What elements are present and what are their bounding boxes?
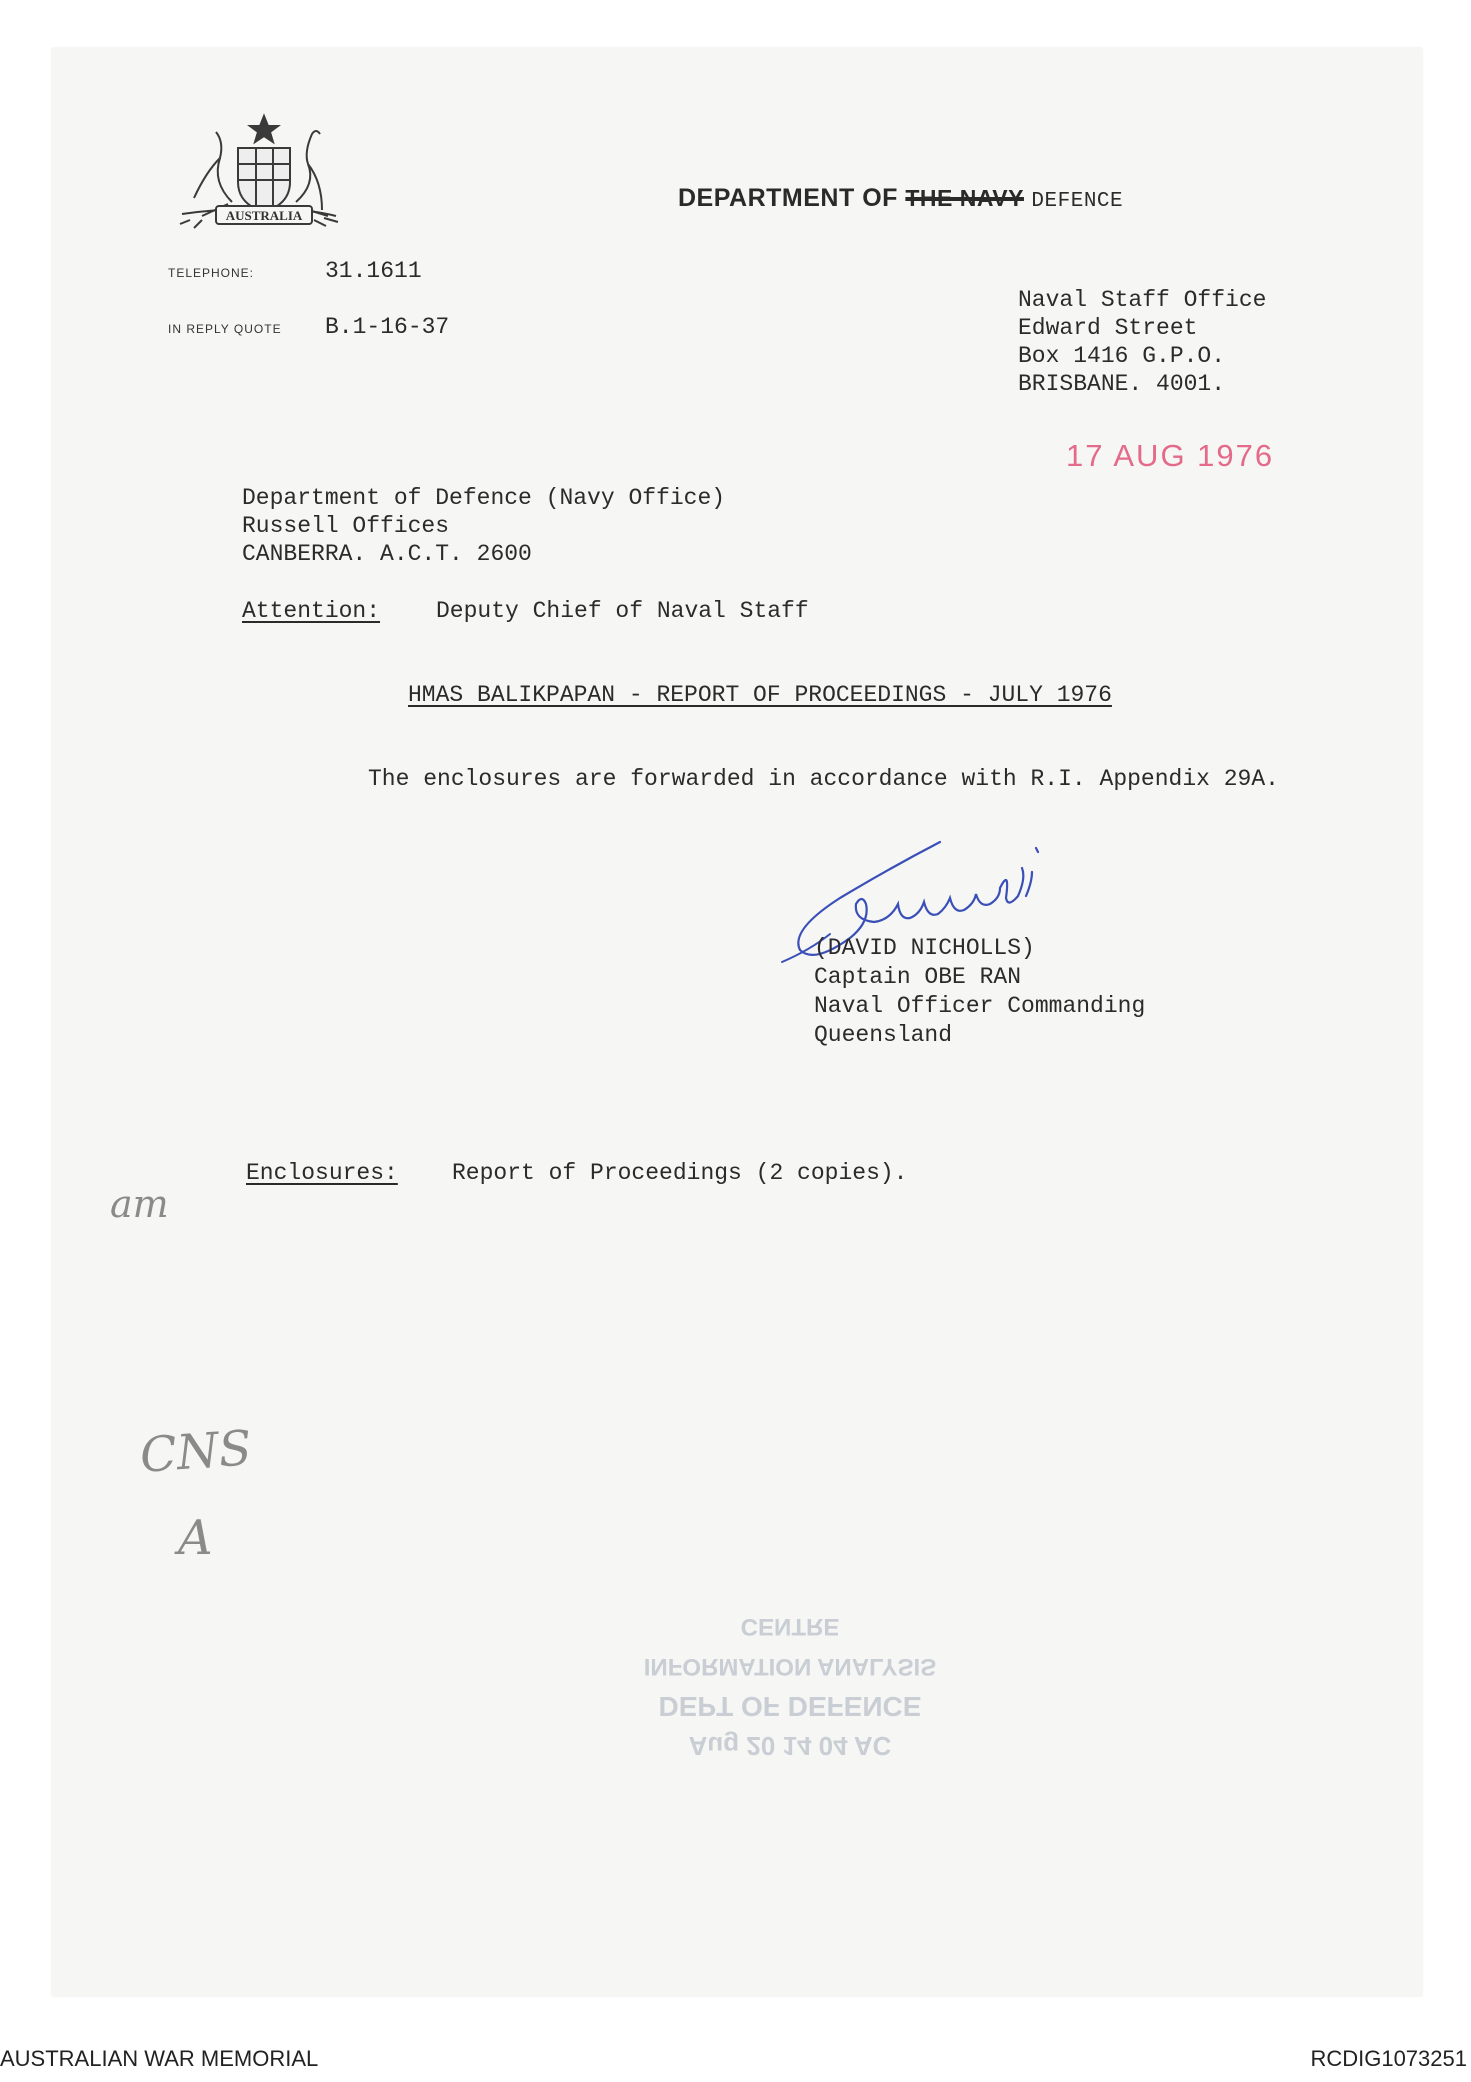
emblem-label: AUSTRALIA xyxy=(225,208,303,223)
handwritten-note-line2: A xyxy=(178,1510,213,1566)
recipient-line1: Department of Defence (Navy Office) xyxy=(242,485,726,511)
body-text: The enclosures are forwarded in accordance with R.I. Appendix 29A. xyxy=(368,766,1279,792)
signatory-title: Naval Officer Commanding xyxy=(814,993,1146,1019)
received-stamp-line1: CENTRE xyxy=(740,1613,840,1640)
subject-line: HMAS BALIKPAPAN - REPORT OF PROCEEDINGS - JULY 1976 xyxy=(408,682,1112,708)
recipient-line3: CANBERRA. A.C.T. 2600 xyxy=(242,541,532,567)
received-stamp-line2: INFORMATION ANALYSIS xyxy=(643,1653,937,1680)
signatory-rank: Captain OBE RAN xyxy=(814,964,1022,990)
reply-quote-value: B.1-16-37 xyxy=(325,314,450,340)
footer-source: AUSTRALIAN WAR MEMORIAL xyxy=(0,2046,319,2071)
signature-block xyxy=(814,934,1145,1050)
attention-label: Attention: xyxy=(242,598,381,624)
sender-address-line4: BRISBANE. 4001. xyxy=(1018,371,1226,397)
telephone-value: 31.1611 xyxy=(325,258,422,284)
attention-value: Deputy Chief of Naval Staff xyxy=(436,598,809,624)
sender-address xyxy=(1018,286,1266,398)
sender-address-line3: Box 1416 G.P.O. xyxy=(1018,343,1226,369)
department-heading xyxy=(678,184,1123,213)
received-stamp xyxy=(640,1606,940,1766)
received-stamp-line4: Aug 20 14 04 AC xyxy=(688,1731,892,1761)
recipient-line2: Russell Offices xyxy=(242,513,450,539)
recipient-address xyxy=(242,484,725,568)
handwritten-note-line1: CNS xyxy=(138,1420,254,1484)
enclosures-label: Enclosures: xyxy=(246,1160,398,1186)
enclosures-value: Report of Proceedings (2 copies). xyxy=(452,1160,908,1186)
coat-of-arms-emblem xyxy=(172,112,344,234)
date-stamp: 17 AUG 1976 xyxy=(1066,438,1275,473)
received-stamp-line3: DEPT OF DEFENCE xyxy=(658,1691,922,1722)
footer-record-id: RCDIG1073251 xyxy=(1310,2046,1467,2071)
reply-quote-label: IN REPLY QUOTE xyxy=(168,322,282,336)
sender-address-line2: Edward Street xyxy=(1018,315,1198,341)
handwritten-initials: am xyxy=(110,1182,169,1226)
telephone-label: TELEPHONE: xyxy=(168,266,255,280)
sender-address-line1: Naval Staff Office xyxy=(1018,287,1267,313)
department-new: DEFENCE xyxy=(1031,190,1124,213)
department-prefix: DEPARTMENT OF xyxy=(678,184,898,212)
signatory-region: Queensland xyxy=(814,1022,953,1048)
signatory-name: (DAVID NICHOLLS) xyxy=(814,935,1035,961)
department-struck: THE NAVY xyxy=(905,185,1024,211)
